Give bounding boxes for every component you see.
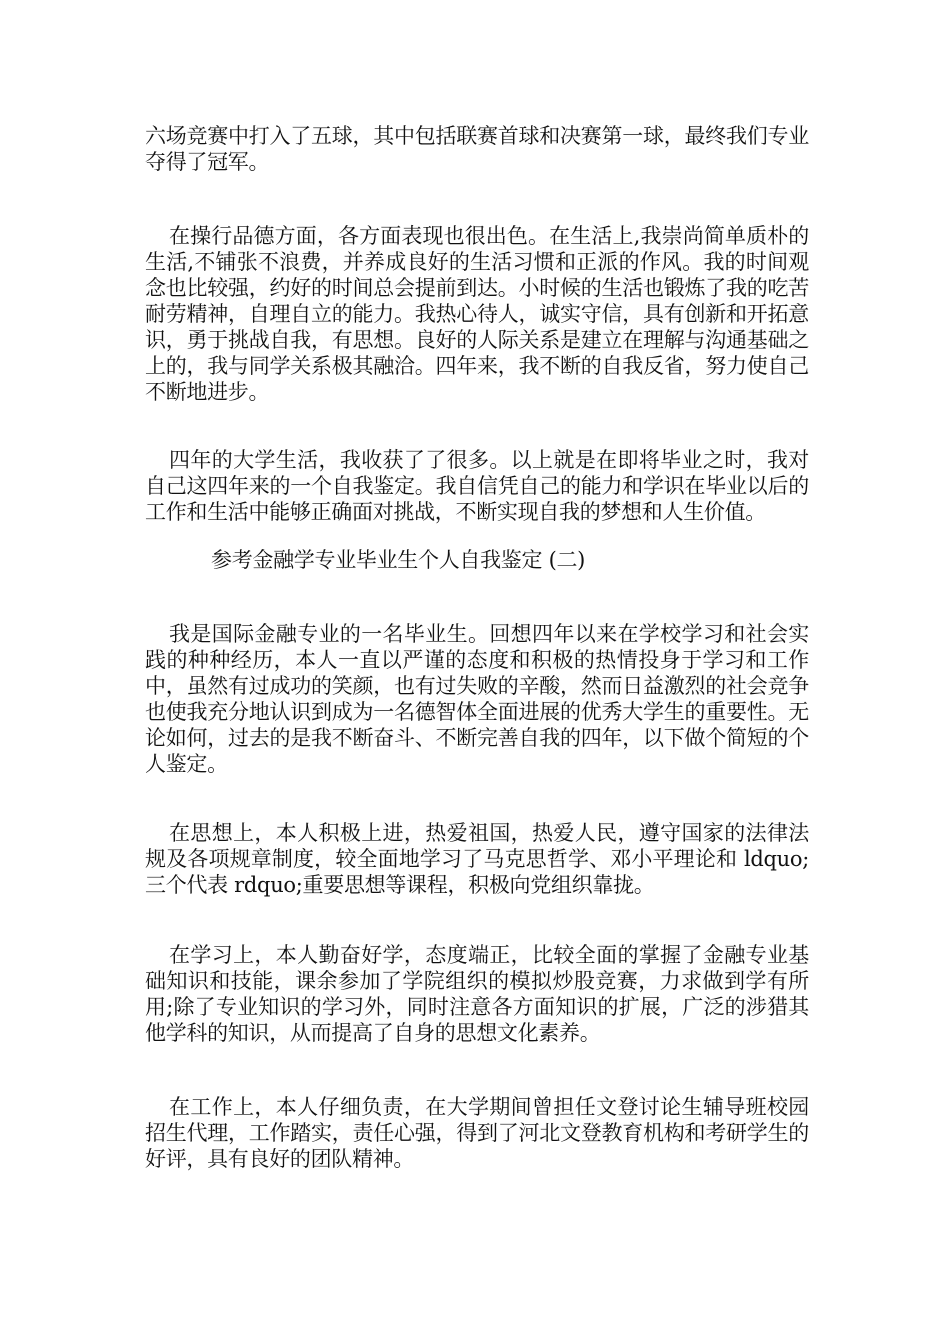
paragraph-conduct: 在操行品德方面，各方面表现也很出色。在生活上,我崇尚简单质朴的生活,不铺张不浪费，并养成良好的生活习惯和正派的作风。我的时间观念也比较强，约好的时间总会提前到达。小时候的生活也锻炼了我的吃苦耐劳精神，自理自立的能力。我热心待人，诚实守信，具有创新和开拓意识，勇于挑战自我，有思想。良好的人际关系是建立在理解与沟通基础之上的，我与同学关系极其融洽。四年来，我不断的自我反省，努力使自己不断地进步。 [145,224,809,404]
paragraph-study: 在学习上，本人勤奋好学，态度端正，比较全面的掌握了金融专业基础知识和技能，课余参加了学院组织的模拟炒股竞赛，力求做到学有所用;除了专业知识的学习外，同时注意各方面知识的扩展，广泛的涉猎其他学科的知识，从而提高了自身的思想文化素养。 [145,943,809,1045]
paragraph-continuation: 六场竞赛中打入了五球，其中包括联赛首球和决赛第一球，最终我们专业夺得了冠军。 [145,124,809,174]
paragraph-work: 在工作上，本人仔细负责，在大学期间曾担任文登讨论生辅导班校园招生代理，工作踏实，责任心强，得到了河北文登教育机构和考研学生的好评，具有良好的团队精神。 [145,1095,809,1171]
paragraph-introduction: 我是国际金融专业的一名毕业生。回想四年以来在学校学习和社会实践的种种经历，本人一直以严谨的态度和积极的热情投身于学习和工作中，虽然有过成功的笑颜，也有过失败的辛酸，然而日益激烈的社会竞争也使我充分地认识到成为一名德智体全面进展的优秀大学生的重要性。无论如何，过去的是我不断奋斗、不断完善自我的四年，以下做个简短的个人鉴定。 [145,622,809,776]
section-title: 参考金融学专业毕业生个人自我鉴定 (二) [211,548,586,572]
paragraph-summary: 四年的大学生活，我收获了了很多。以上就是在即将毕业之时，我对自己这四年来的一个自我鉴定。我自信凭自己的能力和学识在毕业以后的工作和生活中能够正确面对挑战，不断实现自我的梦想和人生价值。 [145,448,809,524]
paragraph-ideology: 在思想上，本人积极上进，热爱祖国，热爱人民，遵守国家的法律法规及各项规章制度，较全面地学习了马克思哲学、邓小平理论和 ldquo;三个代表 rdquo;重要思想等课程，积极向党组织靠拢。 [145,821,809,897]
